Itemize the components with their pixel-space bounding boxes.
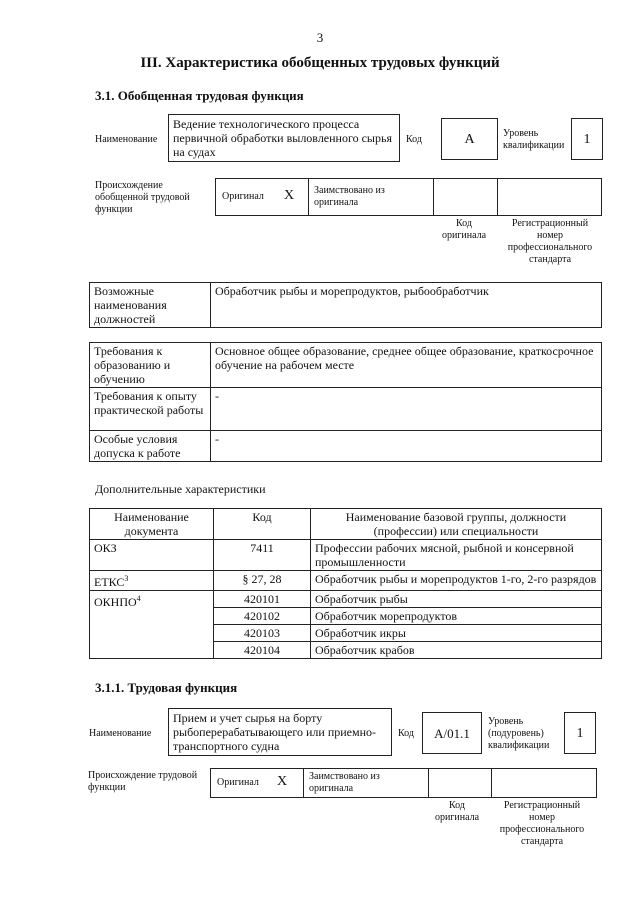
gen-original-label: Оригинал <box>222 191 264 202</box>
table-row <box>90 540 602 571</box>
gen-level-label: Уровень квалификации <box>503 128 565 151</box>
labor-original-mark: X <box>277 774 288 789</box>
labor-name-label: Наименование <box>89 728 152 739</box>
gen-divider-2 <box>433 179 434 215</box>
oknpo-name-1: Обработчик рыбы <box>311 591 602 608</box>
gen-origin-box <box>215 178 602 216</box>
etks-name: Обработчик рыбы и морепродуктов 1-го, 2-го разрядов <box>311 571 602 591</box>
labor-borrowed-label: Заимствовано из оригинала <box>309 771 380 794</box>
page-number: 3 <box>316 30 324 45</box>
gen-original-mark: X <box>284 188 295 203</box>
labor-divider-1 <box>303 769 304 797</box>
labor-name-value: Прием и учет сырья на борту рыбоперерабатывающего или приемно-транспортного судна <box>168 708 392 756</box>
section-title: III. Характеристика обобщенных трудовых функций <box>140 55 500 71</box>
additional-heading: Дополнительные характеристики <box>95 482 266 496</box>
okz-code: 7411 <box>214 540 311 571</box>
labor-level-value: 1 <box>564 712 596 754</box>
gen-code-value: А <box>441 118 498 160</box>
oknpo-footnote: 4 <box>136 594 141 603</box>
req-label-education: Требования к образованию и обучению <box>90 343 211 388</box>
okz-doc: ОКЗ <box>90 540 214 571</box>
labor-code-label: Код <box>398 728 414 739</box>
labor-divider-3 <box>491 769 492 797</box>
oknpo-code-2: 420102 <box>214 608 311 625</box>
table-row <box>90 571 602 591</box>
labor-origin-label: Происхождение трудовой функции <box>88 770 198 793</box>
req-value-experience: - <box>211 388 602 431</box>
etks-doc-cell <box>90 571 214 591</box>
labor-orig-code-caption: Код оригинала <box>434 800 480 823</box>
table-row <box>90 591 602 608</box>
gen-borrowed-label: Заимствовано из оригинала <box>314 185 385 208</box>
gen-name-value: Ведение технологического процесса первичной обработки выловленного сырья на судах <box>168 114 400 162</box>
labor-original-label: Оригинал <box>217 777 259 788</box>
positions-label: Возможные наименования должностей <box>90 283 211 328</box>
oknpo-code-3: 420103 <box>214 625 311 642</box>
req-label-experience: Требования к опыту практической работы <box>90 388 211 431</box>
oknpo-name-4: Обработчик крабов <box>311 642 602 659</box>
oknpo-code-4: 420104 <box>214 642 311 659</box>
col-code-header: Код <box>214 509 311 540</box>
gen-func-heading: 3.1. Обобщенная трудовая функция <box>95 88 304 103</box>
req-value-education: Основное общее образование, среднее общее образование, краткосрочное обучение на рабочем месте <box>211 343 602 388</box>
col-name-header: Наименование базовой группы, должности (профессии) или специальности <box>311 509 602 540</box>
gen-origin-label: Происхождение обобщенной трудовой функции <box>95 180 190 215</box>
req-value-conditions: - <box>211 431 602 462</box>
positions-table <box>89 282 602 328</box>
req-label-conditions: Особые условия допуска к работе <box>90 431 211 462</box>
gen-divider-3 <box>497 179 498 215</box>
table-row <box>90 343 602 388</box>
gen-orig-code-caption: Код оригинала <box>441 218 487 241</box>
labor-code-value: А/01.1 <box>422 712 482 754</box>
gen-code-label: Код <box>406 134 422 145</box>
labor-reg-num-caption: Регистрационный номер профессионального стандарта <box>499 800 585 847</box>
labor-origin-box <box>210 768 597 798</box>
positions-value: Обработчик рыбы и морепродуктов, рыбообработчик <box>211 283 602 328</box>
etks-footnote: 3 <box>124 574 129 583</box>
oknpo-doc-cell <box>90 591 214 659</box>
table-row <box>90 388 602 431</box>
gen-reg-num-caption: Регистрационный номер профессионального стандарта <box>507 218 593 265</box>
etks-doc: ЕТКС <box>94 575 125 589</box>
okz-name: Профессии рабочих мясной, рыбной и консервной промышленности <box>311 540 602 571</box>
etks-code: § 27, 28 <box>214 571 311 591</box>
gen-name-label: Наименование <box>95 134 158 145</box>
oknpo-name-2: Обработчик морепродуктов <box>311 608 602 625</box>
col-doc-header: Наименование документа <box>90 509 214 540</box>
labor-level-label: Уровень (подуровень) квалификации <box>488 716 550 751</box>
oknpo-code-1: 420101 <box>214 591 311 608</box>
gen-divider-1 <box>308 179 309 215</box>
requirements-table <box>89 342 602 462</box>
table-row <box>90 509 602 540</box>
gen-level-value: 1 <box>571 118 603 160</box>
labor-divider-2 <box>428 769 429 797</box>
oknpo-doc: ОКНПО <box>94 595 137 609</box>
additional-table <box>89 508 602 659</box>
table-row <box>90 431 602 462</box>
labor-func-heading: 3.1.1. Трудовая функция <box>95 680 238 695</box>
oknpo-name-3: Обработчик икры <box>311 625 602 642</box>
